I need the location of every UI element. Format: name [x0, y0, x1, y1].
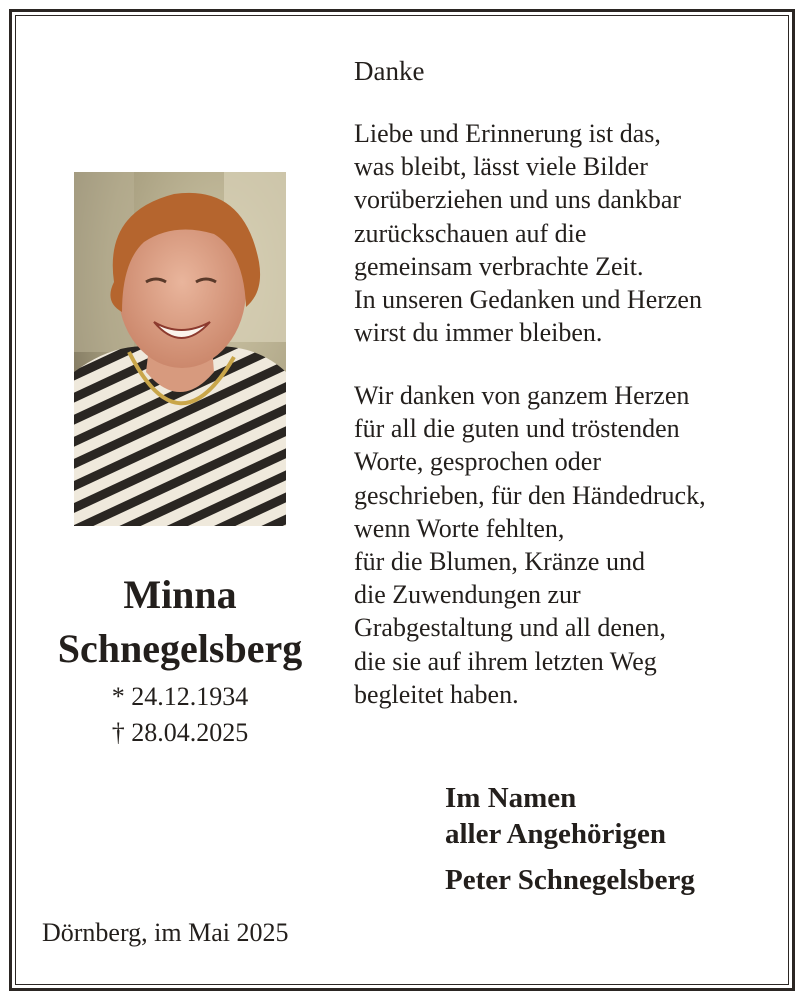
paragraph-line: In unseren Gedanken und Herzen	[354, 285, 702, 315]
thanks-paragraph	[354, 379, 774, 711]
paragraph-line: zurückschauen auf die	[354, 218, 587, 248]
paragraph-line: wenn Worte fehlten,	[354, 513, 565, 543]
deceased-last-name: Schnegelsberg	[57, 626, 303, 671]
paragraph-line: die Zuwendungen zur	[354, 580, 581, 610]
paragraph-line: Liebe und Erinnerung ist das,	[354, 119, 661, 148]
paragraph-line: geschrieben, für den Händedruck,	[354, 480, 706, 510]
paragraph-line: für all die guten und tröstenden	[354, 414, 680, 444]
memorial-paragraph	[354, 117, 774, 349]
birth-date: * 24.12.1934	[111, 682, 249, 711]
paragraph-line: gemeinsam verbrachte Zeit.	[354, 251, 644, 281]
paragraph-line: wirst du immer bleiben.	[354, 318, 603, 348]
paragraph-line: für die Blumen, Kränze und	[354, 547, 645, 577]
signature-name: Peter Schnegelsberg	[445, 864, 695, 896]
paragraph-line: Wir danken von ganzem Herzen	[354, 381, 690, 410]
heading-danke: Danke	[354, 56, 425, 86]
paragraph-line: begleitet haben.	[354, 679, 519, 709]
signature-line-1: Im Namen	[445, 782, 577, 814]
death-date: † 28.04.2025	[111, 718, 249, 747]
signature-line-2: aller Angehörigen	[445, 818, 666, 850]
paragraph-line: Worte, gesprochen oder	[354, 447, 601, 477]
portrait-photo	[74, 172, 286, 526]
signature-block	[445, 780, 695, 898]
paragraph-line: vorüberziehen und uns dankbar	[354, 185, 682, 215]
paragraph-line: Grabgestaltung und all denen,	[354, 613, 666, 643]
place-and-date: Dörnberg, im Mai 2025	[42, 918, 289, 947]
paragraph-line: was bleibt, lässt viele Bilder	[354, 152, 648, 182]
paragraph-line: die sie auf ihrem letzten Weg	[354, 646, 657, 676]
deceased-first-name: Minna	[123, 572, 237, 617]
